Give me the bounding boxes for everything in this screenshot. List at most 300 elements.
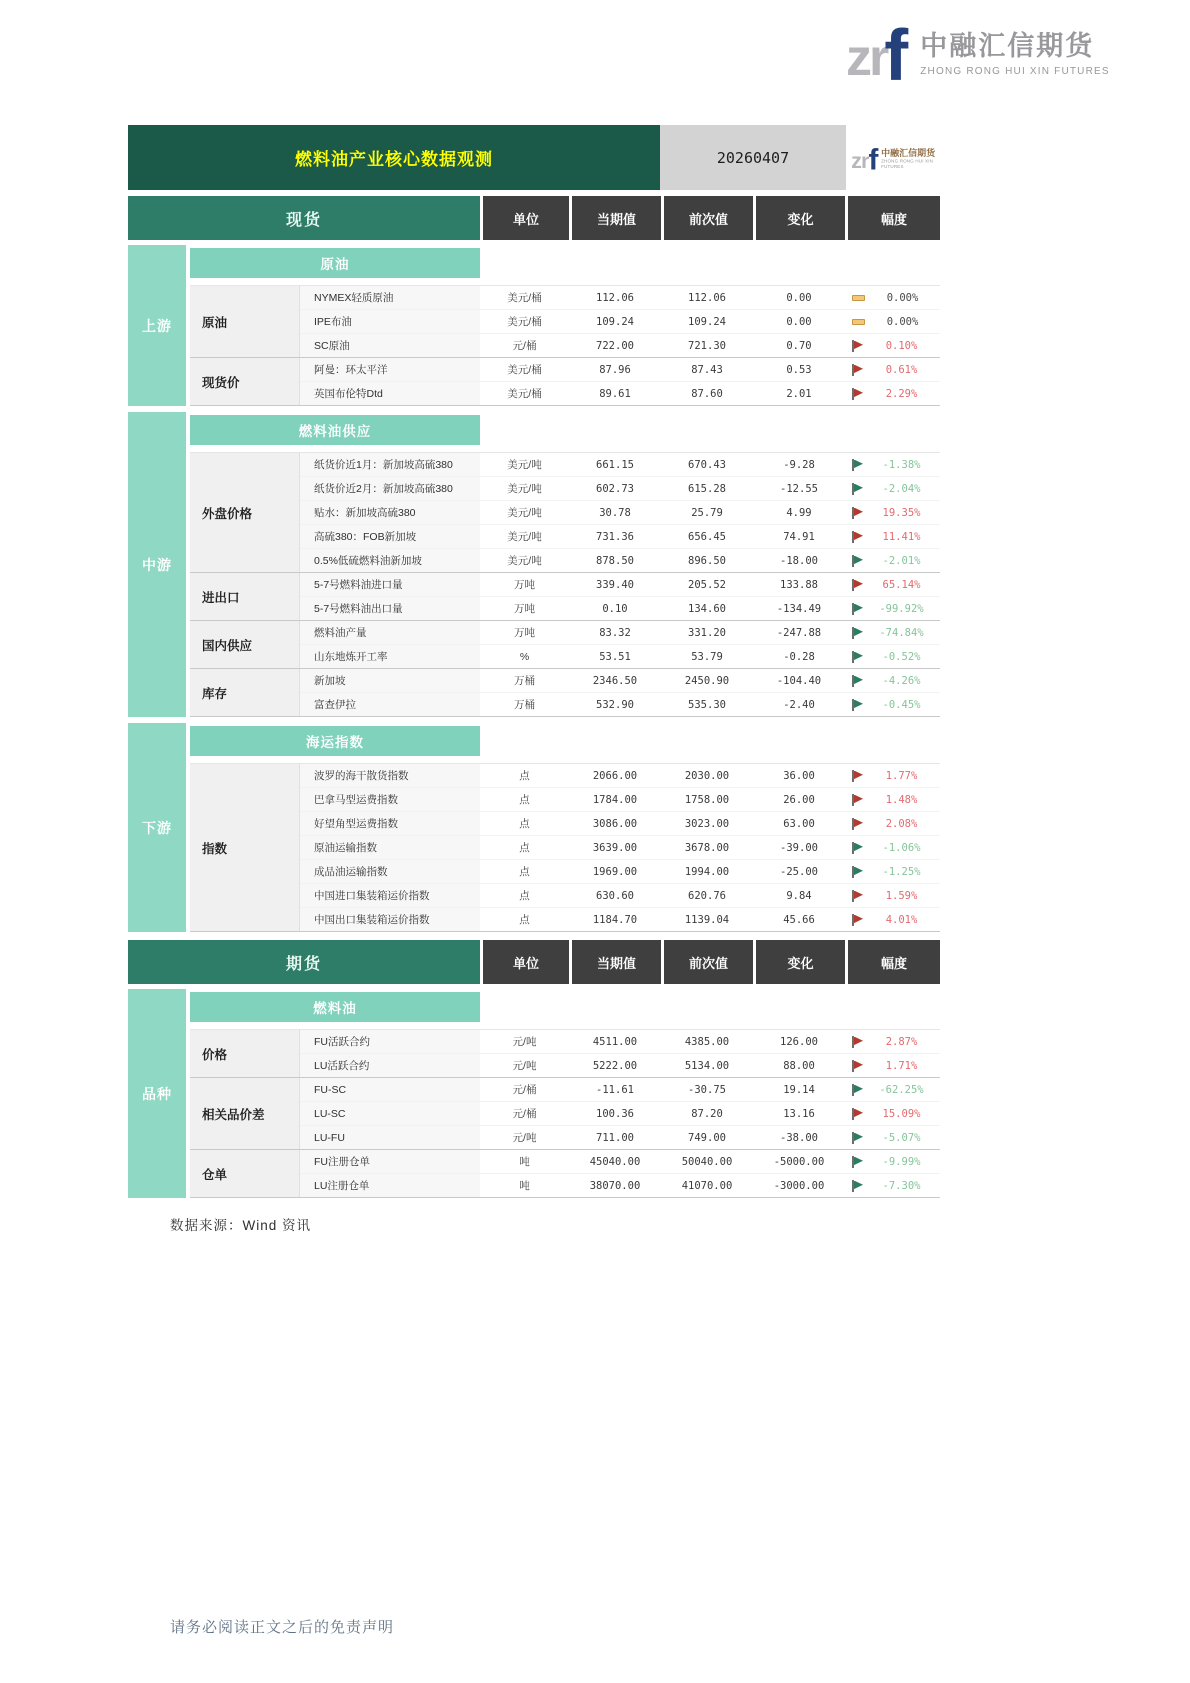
cell-change: 74.91 <box>783 530 815 543</box>
cell-item-label: 燃料油产量 <box>300 621 480 644</box>
mini-company-logo <box>851 142 943 177</box>
cell-item-label: 英国布伦特Dtd <box>300 382 480 405</box>
cell-unit: 万桶 <box>514 699 535 711</box>
cell-change: -18.00 <box>780 554 818 567</box>
column-header-previous: 前次值 <box>664 940 753 984</box>
flag-down-icon <box>852 866 863 878</box>
table-row <box>300 883 940 907</box>
group-label: 现货价 <box>190 358 300 405</box>
column-header-change: 变化 <box>756 940 845 984</box>
mini-company-name <box>881 145 943 169</box>
cell-previous-value: 896.50 <box>688 554 726 567</box>
cell-magnitude <box>845 573 940 596</box>
cell-current-value: 100.36 <box>596 1107 634 1120</box>
cell-unit: 点 <box>519 914 530 926</box>
cell-unit: 点 <box>519 770 530 782</box>
cell-change: -2.40 <box>783 698 815 711</box>
cell-current-value: 1784.00 <box>592 793 638 806</box>
column-header-unit: 单位 <box>483 196 569 240</box>
group-rows <box>300 764 940 931</box>
cell-pct-value: 0.00% <box>886 315 919 328</box>
cell-current-value: 83.32 <box>599 626 631 639</box>
cell-item-label: 中国出口集装箱运价指数 <box>300 908 480 931</box>
table-bands <box>128 989 940 1198</box>
zrf-logo-icon <box>846 16 909 96</box>
cell-change: 9.84 <box>786 889 812 902</box>
group-label: 进出口 <box>190 573 300 620</box>
cell-current-value: 2066.00 <box>592 769 638 782</box>
cell-pct-value: -9.99% <box>882 1155 921 1168</box>
flag-up-icon <box>852 531 863 543</box>
row-group <box>190 621 940 669</box>
cell-current-value: 5222.00 <box>592 1059 638 1072</box>
cell-item-label: 贴水：新加坡高硫380 <box>300 501 480 524</box>
flag-down-icon <box>852 603 863 615</box>
mini-logo-f: f <box>868 142 879 177</box>
table-row <box>300 1053 940 1077</box>
cell-current-value: 878.50 <box>596 554 634 567</box>
cell-item-label: FU活跃合约 <box>300 1030 480 1053</box>
cell-item-label: FU-SC <box>300 1078 480 1101</box>
cell-pct-value: 0.00% <box>886 291 919 304</box>
cell-change: 126.00 <box>780 1035 818 1048</box>
flag-up-icon <box>852 1036 863 1048</box>
cell-pct-value: 65.14% <box>882 578 921 591</box>
cell-unit: 点 <box>519 842 530 854</box>
table-row <box>300 573 940 596</box>
cell-unit: 美元/桶 <box>507 292 542 304</box>
group-rows <box>300 358 940 405</box>
section-header: 燃料油供应 <box>190 415 480 445</box>
cell-previous-value: 41070.00 <box>681 1179 733 1192</box>
table-row <box>300 1078 940 1101</box>
cell-unit: 点 <box>519 794 530 806</box>
cell-item-label: 0.5%低硫燃料油新加坡 <box>300 549 480 572</box>
column-header-change: 变化 <box>756 196 845 240</box>
cell-unit: 万吨 <box>514 579 535 591</box>
band-content <box>190 412 940 717</box>
row-group <box>190 1150 940 1198</box>
cell-current-value: 3639.00 <box>592 841 638 854</box>
cell-unit: 元/桶 <box>512 1084 537 1096</box>
cell-pct-value: -4.26% <box>882 674 921 687</box>
cell-previous-value: 535.30 <box>688 698 726 711</box>
row-groups <box>190 452 940 717</box>
column-header-current: 当期值 <box>572 196 661 240</box>
cell-pct-value: 1.48% <box>885 793 918 806</box>
report-header <box>128 125 948 190</box>
table-row <box>300 381 940 405</box>
cell-previous-value: 615.28 <box>688 482 726 495</box>
cell-item-label: 波罗的海干散货指数 <box>300 764 480 787</box>
cell-pct-value: -1.06% <box>882 841 921 854</box>
logo-zr: zr <box>846 29 887 87</box>
table-row <box>300 524 940 548</box>
cell-magnitude <box>845 860 940 883</box>
cell-change: -104.40 <box>776 674 822 687</box>
cell-item-label: NYMEX轻质原油 <box>300 286 480 309</box>
cell-previous-value: 1758.00 <box>684 793 730 806</box>
table-row <box>300 835 940 859</box>
flag-down-icon <box>852 459 863 471</box>
flag-down-icon <box>852 483 863 495</box>
cell-unit: % <box>519 650 530 663</box>
cell-previous-value: 50040.00 <box>681 1155 733 1168</box>
table-row <box>300 764 940 787</box>
cell-previous-value: 87.43 <box>691 363 723 376</box>
cell-current-value: 711.00 <box>596 1131 634 1144</box>
cell-unit: 美元/吨 <box>507 555 542 567</box>
logo-f: f <box>884 16 909 96</box>
table-band <box>128 723 940 932</box>
cell-current-value: 2346.50 <box>592 674 638 687</box>
cell-pct-value: -62.25% <box>879 1083 924 1096</box>
cell-pct-value: 1.77% <box>885 769 918 782</box>
cell-current-value: 722.00 <box>596 339 634 352</box>
row-group <box>190 763 940 932</box>
flag-up-icon <box>852 364 863 376</box>
table-band <box>128 412 940 717</box>
table-row <box>300 1150 940 1173</box>
cell-previous-value: 205.52 <box>688 578 726 591</box>
cell-pct-value: -5.07% <box>882 1131 921 1144</box>
cell-magnitude <box>845 286 940 309</box>
cell-current-value: 38070.00 <box>589 1179 641 1192</box>
cell-pct-value: 0.10% <box>885 339 918 352</box>
group-label: 库存 <box>190 669 300 716</box>
cell-change: 0.70 <box>786 339 812 352</box>
row-group <box>190 573 940 621</box>
cell-change: 133.88 <box>780 578 818 591</box>
cell-magnitude <box>845 1174 940 1197</box>
cell-item-label: LU注册仓单 <box>300 1174 480 1197</box>
table-title: 现货 <box>128 196 480 240</box>
cell-pct-value: -7.30% <box>882 1179 921 1192</box>
cell-previous-value: 87.20 <box>691 1107 723 1120</box>
cell-item-label: SC原油 <box>300 334 480 357</box>
table-row <box>300 859 940 883</box>
cell-item-label: 好望角型运费指数 <box>300 812 480 835</box>
cell-change: -25.00 <box>780 865 818 878</box>
company-name <box>920 24 1110 77</box>
flag-down-icon <box>852 555 863 567</box>
cell-item-label: 富查伊拉 <box>300 693 480 716</box>
row-group <box>190 1029 940 1078</box>
report-date: 20260407 <box>660 125 846 190</box>
cell-pct-value: 1.71% <box>885 1059 918 1072</box>
row-group <box>190 1078 940 1150</box>
group-label: 价格 <box>190 1030 300 1077</box>
cell-current-value: 4511.00 <box>592 1035 638 1048</box>
company-logo <box>846 16 1110 96</box>
cell-item-label: LU-FU <box>300 1126 480 1149</box>
mini-company-name-en: ZHONG RONG HUI XIN FUTURES <box>881 158 934 170</box>
flag-down-icon <box>852 842 863 854</box>
cell-current-value: 109.24 <box>596 315 634 328</box>
data-table <box>128 940 940 1198</box>
table-row <box>300 811 940 835</box>
group-rows <box>300 621 940 668</box>
group-label: 指数 <box>190 764 300 931</box>
cell-previous-value: 3023.00 <box>684 817 730 830</box>
report-body <box>128 196 940 1234</box>
cell-change: -5000.00 <box>773 1155 825 1168</box>
table-row <box>300 787 940 811</box>
cell-current-value: 602.73 <box>596 482 634 495</box>
cell-unit: 美元/吨 <box>507 483 542 495</box>
group-label: 外盘价格 <box>190 453 300 572</box>
cell-unit: 美元/桶 <box>507 388 542 400</box>
flag-down-icon <box>852 627 863 639</box>
cell-magnitude <box>845 836 940 859</box>
column-header-pct: 幅度 <box>848 940 940 984</box>
table-row <box>300 1101 940 1125</box>
cell-unit: 万吨 <box>514 603 535 615</box>
cell-current-value: 661.15 <box>596 458 634 471</box>
flag-down-icon <box>852 1132 863 1144</box>
cell-change: -12.55 <box>780 482 818 495</box>
cell-change: -3000.00 <box>773 1179 825 1192</box>
disclaimer: 请务必阅读正文之后的免责声明 <box>170 1619 395 1636</box>
cell-previous-value: 25.79 <box>691 506 723 519</box>
cell-unit: 元/桶 <box>512 1108 537 1120</box>
cell-pct-value: 15.09% <box>882 1107 921 1120</box>
cell-previous-value: 3678.00 <box>684 841 730 854</box>
cell-item-label: 成品油运输指数 <box>300 860 480 883</box>
report-title: 燃料油产业核心数据观测 <box>128 125 660 190</box>
group-rows <box>300 573 940 620</box>
column-header-pct: 幅度 <box>848 196 940 240</box>
cell-change: 0.00 <box>786 315 812 328</box>
cell-unit: 元/吨 <box>512 1132 537 1144</box>
cell-pct-value: 0.61% <box>885 363 918 376</box>
cell-change: 45.66 <box>783 913 815 926</box>
cell-magnitude <box>845 645 940 668</box>
cell-pct-value: 2.29% <box>885 387 918 400</box>
cell-item-label: 原油运输指数 <box>300 836 480 859</box>
band-content <box>190 989 940 1198</box>
cell-previous-value: 112.06 <box>688 291 726 304</box>
cell-magnitude <box>845 908 940 931</box>
cell-item-label: 新加坡 <box>300 669 480 692</box>
mini-company-name-cn: 中融汇信期货 <box>881 148 936 159</box>
flag-down-icon <box>852 699 863 711</box>
cell-current-value: 630.60 <box>596 889 634 902</box>
mini-logo-zr: zr <box>851 148 869 173</box>
row-group <box>190 669 940 717</box>
cell-magnitude <box>845 310 940 333</box>
cell-previous-value: 656.45 <box>688 530 726 543</box>
cell-pct-value: 11.41% <box>882 530 921 543</box>
cell-current-value: 87.96 <box>599 363 631 376</box>
cell-magnitude <box>845 1054 940 1077</box>
cell-unit: 吨 <box>519 1180 530 1192</box>
table-row <box>300 286 940 309</box>
cell-unit: 吨 <box>519 1156 530 1168</box>
cell-change: -0.28 <box>783 650 815 663</box>
cell-item-label: 阿曼：环太平洋 <box>300 358 480 381</box>
cell-item-label: 中国进口集装箱运价指数 <box>300 884 480 907</box>
cell-previous-value: 670.43 <box>688 458 726 471</box>
cell-unit: 万吨 <box>514 627 535 639</box>
cell-item-label: 巴拿马型运费指数 <box>300 788 480 811</box>
cell-previous-value: -30.75 <box>688 1083 726 1096</box>
row-group <box>190 452 940 573</box>
cell-magnitude <box>845 788 940 811</box>
table-band <box>128 245 940 406</box>
table-row <box>300 1030 940 1053</box>
flag-up-icon <box>852 507 863 519</box>
flag-up-icon <box>852 388 863 400</box>
table-row <box>300 548 940 572</box>
cell-item-label: FU注册仓单 <box>300 1150 480 1173</box>
cell-current-value: 112.06 <box>596 291 634 304</box>
cell-magnitude <box>845 764 940 787</box>
table-row <box>300 1173 940 1197</box>
group-label: 仓单 <box>190 1150 300 1197</box>
cell-pct-value: -2.04% <box>882 482 921 495</box>
table-row <box>300 309 940 333</box>
row-group <box>190 358 940 406</box>
cell-previous-value: 1994.00 <box>684 865 730 878</box>
cell-pct-value: 2.08% <box>885 817 918 830</box>
cell-unit: 点 <box>519 866 530 878</box>
group-rows <box>300 1030 940 1077</box>
table-row <box>300 1125 940 1149</box>
cell-previous-value: 2030.00 <box>684 769 730 782</box>
flag-down-icon <box>852 651 863 663</box>
cell-item-label: 纸货价近2月：新加坡高硫380 <box>300 477 480 500</box>
flag-down-icon <box>852 1084 863 1096</box>
cell-change: 0.53 <box>786 363 812 376</box>
table-row <box>300 358 940 381</box>
group-label: 原油 <box>190 286 300 357</box>
cell-change: 63.00 <box>783 817 815 830</box>
cell-pct-value: 1.59% <box>885 889 918 902</box>
section-header: 海运指数 <box>190 726 480 756</box>
table-row <box>300 621 940 644</box>
cell-pct-value: -2.01% <box>882 554 921 567</box>
cell-magnitude <box>845 1078 940 1101</box>
section-header: 原油 <box>190 248 480 278</box>
cell-change: -38.00 <box>780 1131 818 1144</box>
cell-previous-value: 721.30 <box>688 339 726 352</box>
cell-magnitude <box>845 477 940 500</box>
table-row <box>300 500 940 524</box>
cell-pct-value: 19.35% <box>882 506 921 519</box>
cell-unit: 元/吨 <box>512 1060 537 1072</box>
cell-unit: 美元/桶 <box>507 316 542 328</box>
flag-up-icon <box>852 579 863 591</box>
cell-magnitude <box>845 669 940 692</box>
cell-previous-value: 5134.00 <box>684 1059 730 1072</box>
row-groups <box>190 763 940 932</box>
cell-unit: 点 <box>519 818 530 830</box>
cell-magnitude <box>845 1126 940 1149</box>
flag-up-icon <box>852 1108 863 1120</box>
cell-item-label: 5-7号燃料油进口量 <box>300 573 480 596</box>
cell-magnitude <box>845 1150 940 1173</box>
cell-pct-value: -0.45% <box>882 698 921 711</box>
no-change-icon <box>852 295 865 301</box>
flag-up-icon <box>852 914 863 926</box>
cell-item-label: 5-7号燃料油出口量 <box>300 597 480 620</box>
flag-down-icon <box>852 1180 863 1192</box>
table-title: 期货 <box>128 940 480 984</box>
cell-pct-value: 2.87% <box>885 1035 918 1048</box>
cell-current-value: 339.40 <box>596 578 634 591</box>
flag-up-icon <box>852 818 863 830</box>
cell-change: -9.28 <box>783 458 815 471</box>
cell-item-label: 高硫380：FOB新加坡 <box>300 525 480 548</box>
row-group <box>190 285 940 358</box>
cell-change: 4.99 <box>786 506 812 519</box>
cell-unit: 美元/桶 <box>507 364 542 376</box>
table-row <box>300 596 940 620</box>
band-label-上游: 上游 <box>128 245 186 406</box>
cell-item-label: LU-SC <box>300 1102 480 1125</box>
group-rows <box>300 1078 940 1149</box>
cell-previous-value: 4385.00 <box>684 1035 730 1048</box>
cell-magnitude <box>845 334 940 357</box>
band-content <box>190 723 940 932</box>
table-header-row <box>128 196 940 240</box>
data-source: 数据来源：Wind 资讯 <box>170 1218 312 1233</box>
flag-down-icon <box>852 675 863 687</box>
cell-unit: 元/吨 <box>512 1036 537 1048</box>
column-header-current: 当期值 <box>572 940 661 984</box>
cell-previous-value: 109.24 <box>688 315 726 328</box>
company-name-en: ZHONG RONG HUI XIN FUTURES <box>920 66 1110 78</box>
cell-unit: 美元/吨 <box>507 459 542 471</box>
cell-current-value: 731.36 <box>596 530 634 543</box>
cell-change: 13.16 <box>783 1107 815 1120</box>
row-groups <box>190 285 940 406</box>
cell-change: 88.00 <box>783 1059 815 1072</box>
cell-current-value: 532.90 <box>596 698 634 711</box>
cell-magnitude <box>845 597 940 620</box>
no-change-icon <box>852 319 865 325</box>
cell-change: -134.49 <box>776 602 822 615</box>
table-row <box>300 476 940 500</box>
cell-magnitude <box>845 693 940 716</box>
cell-magnitude <box>845 1030 940 1053</box>
flag-down-icon <box>852 1156 863 1168</box>
band-content <box>190 245 940 406</box>
cell-magnitude <box>845 621 940 644</box>
cell-current-value: 1969.00 <box>592 865 638 878</box>
cell-pct-value: -0.52% <box>882 650 921 663</box>
cell-pct-value: -1.38% <box>882 458 921 471</box>
flag-up-icon <box>852 340 863 352</box>
group-rows <box>300 669 940 716</box>
cell-item-label: 纸货价近1月：新加坡高硫380 <box>300 453 480 476</box>
cell-current-value: 30.78 <box>599 506 631 519</box>
cell-current-value: 89.61 <box>599 387 631 400</box>
flag-up-icon <box>852 890 863 902</box>
table-row <box>300 333 940 357</box>
cell-change: 26.00 <box>783 793 815 806</box>
cell-previous-value: 53.79 <box>691 650 723 663</box>
cell-current-value: 0.10 <box>602 602 628 615</box>
cell-change: 19.14 <box>783 1083 815 1096</box>
cell-change: -247.88 <box>776 626 822 639</box>
flag-up-icon <box>852 794 863 806</box>
cell-previous-value: 620.76 <box>688 889 726 902</box>
group-rows <box>300 286 940 357</box>
cell-current-value: -11.61 <box>596 1083 634 1096</box>
cell-unit: 元/桶 <box>512 340 537 352</box>
